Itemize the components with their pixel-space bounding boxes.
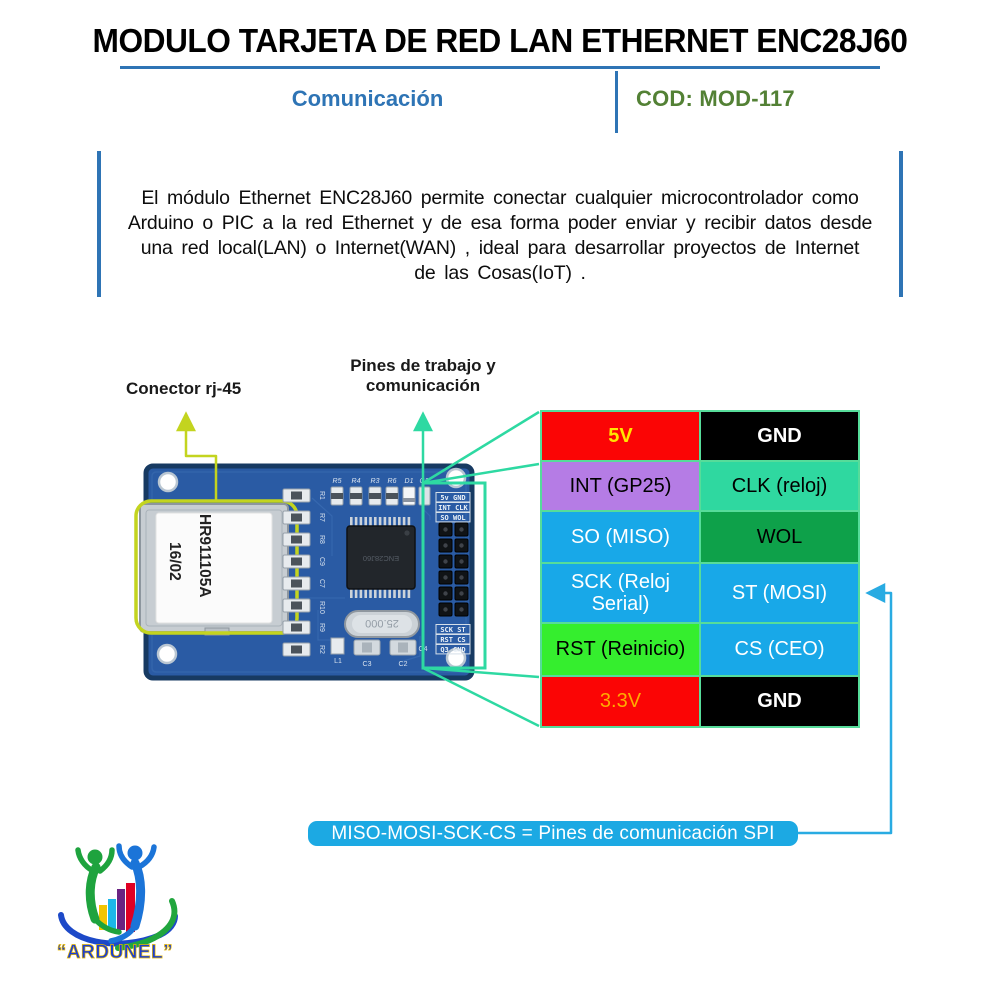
pin-table: [540, 410, 860, 728]
silk-labels-bottom: [436, 625, 470, 655]
rj45-connector: [140, 504, 288, 635]
smd-label: C1: [419, 478, 429, 485]
smd-label: D1: [404, 478, 414, 485]
product-code: COD: MOD-117: [636, 86, 795, 111]
silk-labels-top: [436, 493, 470, 523]
pin-cell-sck: SCK (Reloj Serial): [542, 564, 699, 622]
description-line: Arduino o PIC a la red Ethernet y de esa forma poder enviar y recibir datos desde: [127, 212, 873, 234]
silk-label: RST CS: [440, 636, 466, 644]
description-line: una red local(LAN) o Internet(WAN) , ideal para desarrollar proyectos de Internet: [140, 237, 860, 259]
pin-cell-cs: CS (CEO): [701, 624, 858, 675]
description-line: El módulo Ethernet ENC28J60 permite conectar cualquier microcontrolador como: [141, 187, 859, 209]
ic-marking-text: ENC28J60: [362, 554, 400, 563]
pin-cell-st: ST (MOSI): [701, 564, 858, 622]
silk-label: Q3 GND: [440, 646, 466, 654]
pin-cell-33v: 3.3V: [542, 677, 699, 726]
page-title: MODULO TARJETA DE RED LAN ETHERNET ENC28J60: [92, 22, 908, 59]
smd-label: R8: [318, 535, 325, 544]
smd-label: R5: [332, 478, 342, 485]
connector-callout-label: Conector rj-45: [126, 379, 242, 398]
cap-label: C2: [398, 661, 408, 668]
smd-label: R4: [351, 478, 361, 485]
rj45-date-text: 16/02: [166, 542, 183, 581]
rj45-model-text: HR911105A: [196, 514, 213, 598]
logo-wordmark: “ARDUNEL”: [56, 942, 174, 963]
smd-label: C7: [318, 579, 325, 588]
pin-cell-gnd2: GND: [701, 677, 858, 726]
pin-cell-gnd: GND: [701, 412, 858, 460]
cap-label: C4: [418, 646, 428, 653]
pin-cell-rst: RST (Reinicio): [542, 624, 699, 675]
category-label: Comunicación: [291, 86, 444, 111]
description-line: de las Cosas(IoT) .: [414, 262, 586, 284]
smd-label: C9: [318, 557, 325, 566]
smd-label: R3: [370, 478, 380, 485]
pin-cell-5v: 5V: [542, 412, 699, 460]
silk-label: SO WOL: [440, 514, 466, 522]
smd-label: R9: [318, 623, 325, 632]
smd-label: R10: [318, 601, 325, 614]
smd-label: R1: [318, 491, 325, 500]
smd-label: R6: [387, 478, 397, 485]
ardunel-logo: [48, 845, 212, 975]
crystal-marking-text: 25.000: [365, 617, 399, 629]
pin-cell-so: SO (MISO): [542, 512, 699, 562]
smd-label: R7: [318, 513, 325, 522]
cap-label: C3: [362, 661, 372, 668]
silk-label: INT CLK: [438, 504, 468, 512]
pin-cell-wol: WOL: [701, 512, 858, 562]
inductor-label: L1: [334, 658, 342, 665]
pins-callout-line1: Pines de trabajo y: [350, 356, 496, 375]
spi-note: MISO-MOSI-SCK-CS = Pines de comunicación SPI: [308, 821, 798, 846]
smd-label: R2: [318, 645, 325, 654]
silk-label: 5v GND: [440, 494, 466, 502]
pins-callout-line2: comunicación: [365, 376, 481, 395]
enc28j60-ic: [347, 517, 415, 598]
crystal-oscillator: [345, 611, 419, 637]
pin-cell-clk: CLK (reloj): [701, 462, 858, 510]
silk-label: SCK ST: [440, 626, 466, 634]
pin-cell-int: INT (GP25): [542, 462, 699, 510]
